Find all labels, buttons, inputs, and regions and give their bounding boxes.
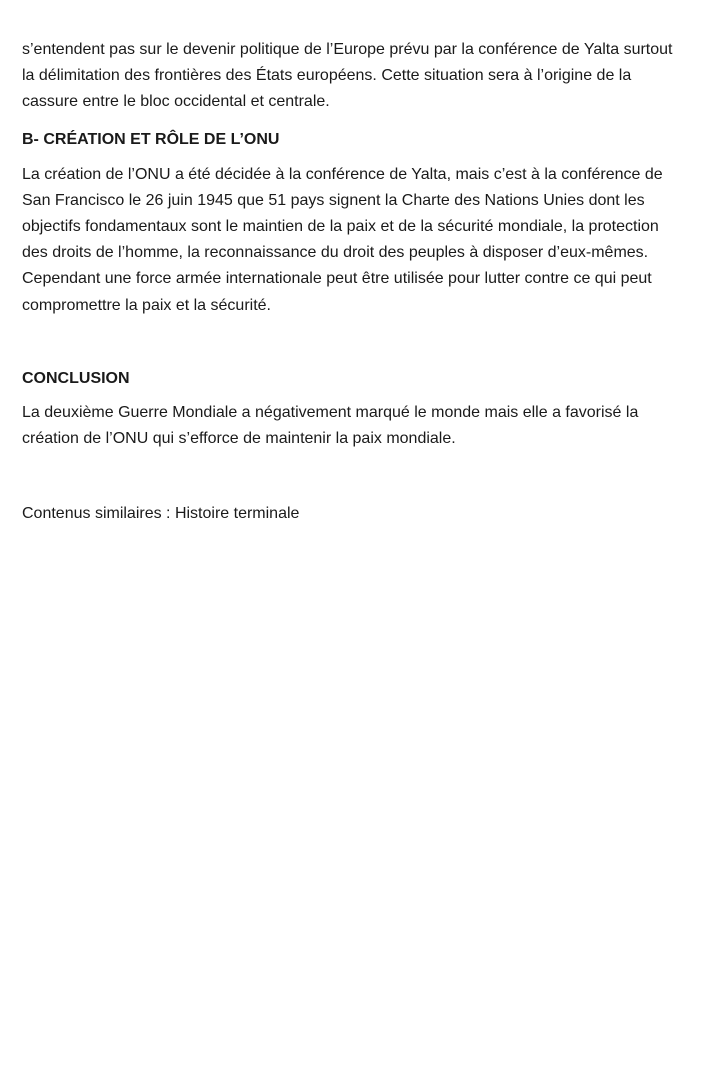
intro-paragraph: s’entendent pas sur le devenir politique de l’Europe prévu par la conférence de Yalta surtout la délimitation des frontières des États européens. Cette situation sera à l’origine de la cassure entre le bloc occidental et centrale.	[22, 41, 673, 111]
conclusion-heading: CONCLUSION	[22, 369, 130, 387]
related-content-line: Contenus similaires : Histoire terminale	[22, 505, 300, 523]
section-b-paragraph: La création de l’ONU a été décidée à la conférence de Yalta, mais c’est à la conférence de San Francisco le 26 juin 1945 que 51 pays signent la Charte des Nations Unies dont les objectifs fondamentaux sont le maintien de la paix et de la sécurité mondiale, la protection des droits de l’homme, la reconnaissance du droit des peuples à disposer d’eux-mêmes. Cependant une force armée internationale peut être utilisée pour lutter contre ce qui peut compromettre la paix et la sécurité.	[22, 165, 663, 314]
section-b-heading: B- CRÉATION ET RÔLE DE L’ONU	[22, 130, 280, 148]
conclusion-paragraph: La deuxième Guerre Mondiale a négativement marqué le monde mais elle a favorisé la création de l’ONU qui s’efforce de maintenir la paix mondiale.	[22, 403, 639, 448]
